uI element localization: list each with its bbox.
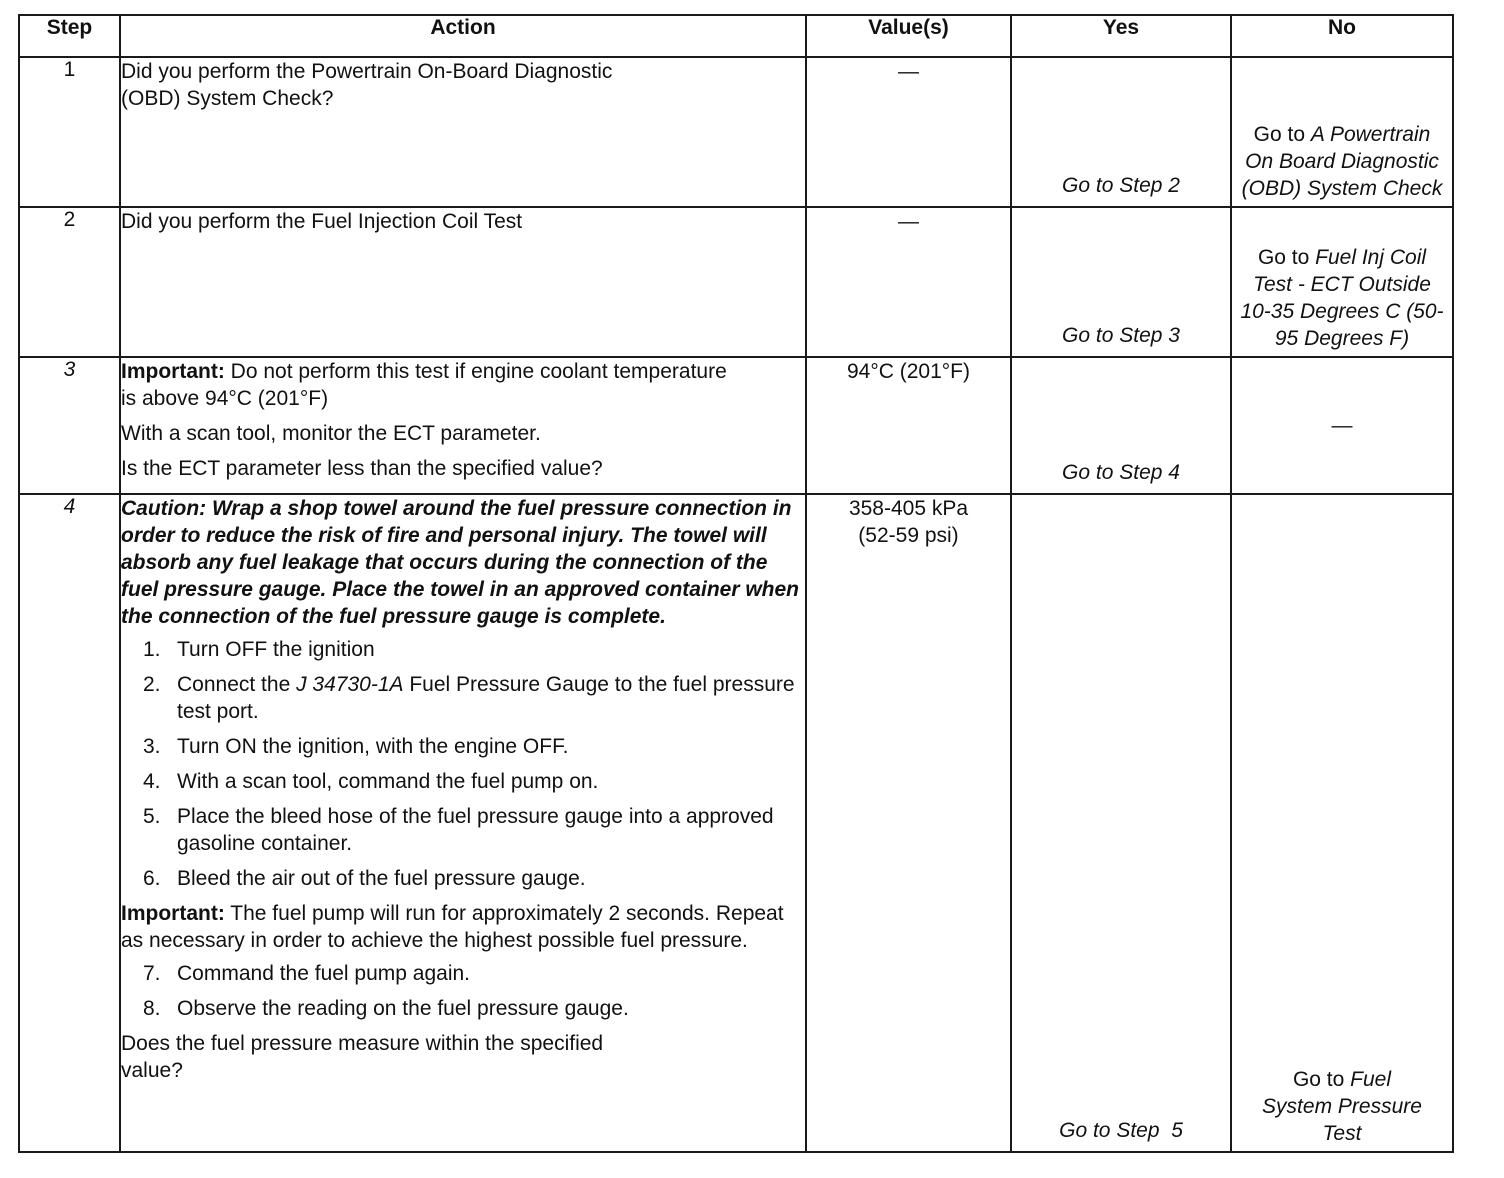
value-psi: (52-59 psi)	[858, 524, 959, 547]
action-text: With a scan tool, monitor the ECT parameter.	[121, 422, 541, 445]
step-text: Command the fuel pump again.	[177, 962, 471, 985]
step-text: Bleed the air out of the fuel pressure gauge.	[177, 867, 586, 890]
table-row	[19, 57, 1453, 207]
question-text: Is the ECT parameter less than the specified value?	[121, 457, 603, 480]
no-target: Fuel System Pressure Test	[1262, 1068, 1422, 1145]
yes-cell	[1011, 357, 1231, 494]
step-text-pre: Connect the	[177, 673, 297, 696]
yes-cell	[1011, 57, 1231, 207]
procedure-step	[121, 960, 805, 987]
yes-link[interactable]: Go to Step 5	[1059, 1119, 1183, 1142]
action-cell	[120, 494, 806, 1152]
header-values: Value(s)	[806, 15, 1011, 57]
important-label: Important:	[121, 360, 225, 383]
yes-cell	[1011, 207, 1231, 357]
yes-cell	[1011, 494, 1231, 1152]
procedure-step	[121, 671, 805, 725]
action-cell	[120, 207, 806, 357]
no-target: Fuel Inj Coil Test - ECT Outside 10-35 Degrees C (50-95 Degrees F)	[1240, 246, 1444, 350]
procedure-list	[121, 960, 805, 1022]
no-prefix: Go to	[1292, 1068, 1345, 1091]
header-action: Action	[120, 15, 806, 57]
step-text: Place the bleed hose of the fuel pressure gauge into a approved gasoline container.	[177, 805, 774, 855]
step-text: With a scan tool, command the fuel pump on.	[177, 770, 599, 793]
procedure-step	[121, 995, 805, 1022]
no-link[interactable]	[1232, 244, 1452, 352]
table-row	[19, 207, 1453, 357]
step-index: 5.	[143, 805, 161, 828]
procedure-step	[121, 733, 805, 760]
header-step: Step	[19, 15, 120, 57]
value-cell: —	[806, 207, 1011, 357]
yes-link[interactable]: Go to Step 2	[1062, 174, 1180, 197]
step-number: 1	[19, 57, 120, 207]
step-text: Turn ON the ignition, with the engine OFF.	[177, 735, 569, 758]
table-row	[19, 494, 1453, 1152]
header-yes: Yes	[1011, 15, 1231, 57]
action-text: Did you perform the Powertrain On-Board Diagnostic (OBD) System Check?	[121, 60, 613, 110]
step-index: 1.	[143, 638, 161, 661]
important-label: Important:	[121, 902, 225, 925]
diagnostic-table	[18, 14, 1454, 1153]
procedure-step	[121, 865, 805, 892]
important-text: The fuel pump will run for approximately 2 seconds. Repeat as necessary in order to achieve the highest possible fuel pressure.	[121, 902, 784, 952]
yes-link[interactable]: Go to Step 4	[1062, 461, 1180, 484]
action-cell	[120, 357, 806, 494]
header-row	[19, 15, 1453, 57]
header-no: No	[1231, 15, 1453, 57]
step-index: 6.	[143, 867, 161, 890]
no-link[interactable]	[1232, 1066, 1452, 1147]
important-note	[121, 900, 805, 954]
step-index: 3.	[143, 735, 161, 758]
value-cell	[806, 494, 1011, 1152]
no-cell	[1231, 494, 1453, 1152]
value-cell: —	[806, 57, 1011, 207]
question-text: Does the fuel pressure measure within the specified value?	[121, 1032, 604, 1082]
action-cell	[120, 57, 806, 207]
step-number: 4	[19, 494, 120, 1152]
important-note	[121, 358, 741, 412]
procedure-list	[121, 636, 805, 892]
procedure-step	[121, 768, 805, 795]
step-index: 7.	[143, 962, 161, 985]
table-row	[19, 357, 1453, 494]
no-link[interactable]	[1232, 121, 1452, 202]
step-index: 4.	[143, 770, 161, 793]
action-text: Did you perform the Fuel Injection Coil Test	[121, 210, 523, 233]
value-cell: 94°C (201°F)	[806, 357, 1011, 494]
step-index: 8.	[143, 997, 161, 1020]
tool-name: J 34730-1A	[296, 673, 404, 696]
no-prefix: Go to	[1257, 246, 1310, 269]
no-cell	[1231, 57, 1453, 207]
no-cell: —	[1231, 357, 1453, 494]
procedure-step	[121, 636, 805, 663]
caution-note: Caution: Wrap a shop towel around the fuel pressure connection in order to reduce the risk of fire and personal injury. The towel will absorb any fuel leakage that occurs during the connection of the fuel pressure gauge. Place the towel in an approved container when the connection of the fuel pressure gauge is complete.	[121, 497, 799, 628]
step-text-post: Fuel Pressure Gauge to the fuel pressure test port.	[177, 673, 795, 723]
important-text: Do not perform this test if engine coolant temperature is above 94°C (201°F)	[121, 360, 727, 410]
procedure-step	[121, 803, 805, 857]
step-number: 2	[19, 207, 120, 357]
step-text: Turn OFF the ignition	[177, 638, 375, 661]
step-index: 2.	[143, 673, 161, 696]
step-number: 3	[19, 357, 120, 494]
no-target: A Powertrain On Board Diagnostic (OBD) System Check	[1241, 123, 1443, 200]
yes-link[interactable]: Go to Step 3	[1062, 324, 1180, 347]
step-text: Observe the reading on the fuel pressure gauge.	[177, 997, 629, 1020]
value-kpa: 358-405 kPa	[848, 497, 969, 520]
no-cell	[1231, 207, 1453, 357]
no-prefix: Go to	[1253, 123, 1306, 146]
